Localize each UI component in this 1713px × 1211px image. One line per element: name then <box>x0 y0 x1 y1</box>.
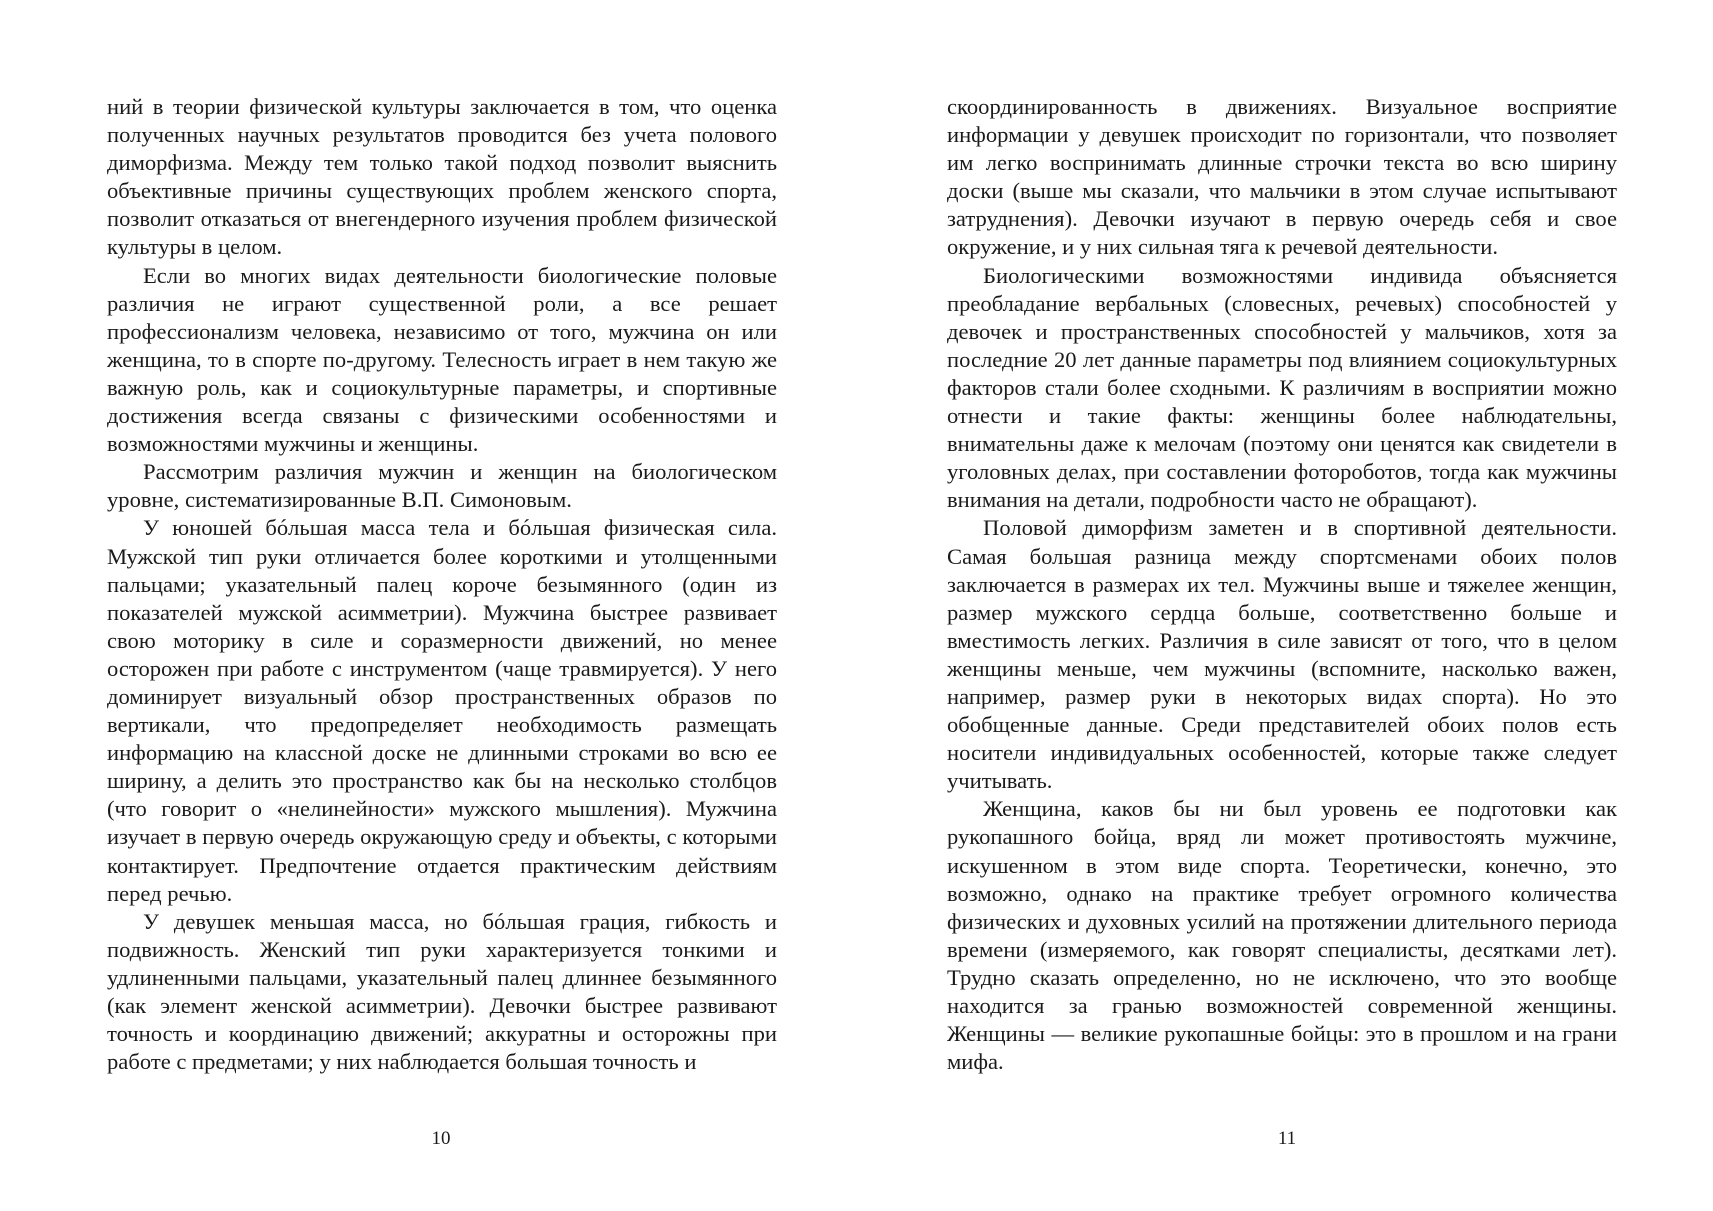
left-page <box>107 93 777 1076</box>
page-number-right: 11 <box>1277 1128 1297 1149</box>
right-paragraph-3: Половой диморфизм заметен и в спортивной деятельности. Самая большая разница между спортсменами обоих полов заключается в размерах их тел. Мужчины выше и тяжелее женщин, размер мужского сердца больше, соответственно больше и вместимость легких. Различия в силе зависят от того, что в целом женщины меньше, чем мужчины (вспомните, насколько важен, например, размер руки в некоторых видах спорта). Но это обобщенные данные. Среди представителей обоих полов есть носители индивидуальных особенностей, которые также следует учитывать. <box>947 515 1617 794</box>
right-paragraph-2: Биологическими возможностями индивида объясняется преобладание вербальных (словесных, речевых) способностей у девочек и пространственных способностей у мальчиков, хотя за последние 20 лет данные параметры под влиянием социокультурных факторов стали более сходными. К различиям в восприятии можно отнести и такие факты: женщины более наблюдательны, внимательны даже к мелочам (поэтому они ценятся как свидетели в уголовных делах, при составлении фотороботов, тогда как мужчины внимания на детали, подробности часто не обращают). <box>947 262 1617 513</box>
left-paragraph-4: У юношей бóльшая масса тела и бóльшая физическая сила. Мужской тип руки отличается более короткими и утолщенными пальцами; указательный палец короче безымянного (один из показателей мужской асимметрии). Мужчина быстрее развивает свою моторику в силе и соразмерности движений, но менее осторожен при работе с инструментом (чаще травмируется). У него доминирует визуальный обзор пространственных образов по вертикали, что предопределяет необходимость размещать информацию на классной доске не длинными строками во всю ее ширину, а делить это пространство как бы на несколько столбцов (что говорит о «нелинейности» мужского мышления). Мужчина изучает в первую очередь окружающую среду и объекты, с которыми контактирует. Предпочтение отдается практическим действиям перед речью. <box>107 515 777 906</box>
right-paragraph-1: скоординированность в движениях. Визуальное восприятие информации у девушек происходит по горизонтали, что позволяет им легко воспринимать длинные строчки текста во всю ширину доски (выше мы сказали, что мальчики в этом случае испытывают затруднения). Девочки изучают в первую очередь себя и свое окружение, и у них сильная тяга к речевой деятельности. <box>947 94 1617 260</box>
left-paragraph-5: У девушек меньшая масса, но бóльшая грация, гибкость и подвижность. Женский тип руки характеризуется тонкими и удлиненными пальцами, указательный палец длиннее безымянного (как элемент женской асимметрии). Девочки быстрее развивают точность и координацию движений; аккуратны и осторожны при работе с предметами; у них наблюдается большая точность и <box>107 908 777 1075</box>
left-paragraph-3: Рассмотрим различия мужчин и женщин на биологическом уровне, систематизированные В.П. Симоновым. <box>107 459 777 513</box>
right-page <box>947 93 1617 1076</box>
right-paragraph-4: Женщина, каков бы ни был уровень ее подготовки как рукопашного бойца, вряд ли может противостоять мужчине, искушенном в этом виде спорта. Теоретически, конечно, это возможно, однако на практике требует огромного количества физических и духовных усилий на протяжении длительного периода времени (измеряемого, как говорят специалисты, десятками лет). Трудно сказать определенно, но не исключено, что это вообще находится за гранью возможностей современной женщины. Женщины — великие рукопашные бойцы: это в прошлом и на грани мифа. <box>947 796 1617 1075</box>
left-paragraph-1: ний в теории физической культуры заключается в том, что оценка полученных научных результатов проводится без учета полового диморфизма. Между тем только такой подход позволит выяснить объективные причины существующих проблем женского спорта, позволит отказаться от внегендерного изучения проблем физической культуры в целом. <box>107 94 777 260</box>
page-number-left: 10 <box>431 1128 451 1149</box>
left-paragraph-2: Если во многих видах деятельности биологические половые различия не играют существенной роли, а все решает профессионализм человека, независимо от того, мужчина он или женщина, то в спорте по-другому. Телесность играет в нем такую же важную роль, как и социокультурные параметры, и спортивные достижения всегда связаны с физическими особенностями и возможностями мужчины и женщины. <box>107 262 777 457</box>
